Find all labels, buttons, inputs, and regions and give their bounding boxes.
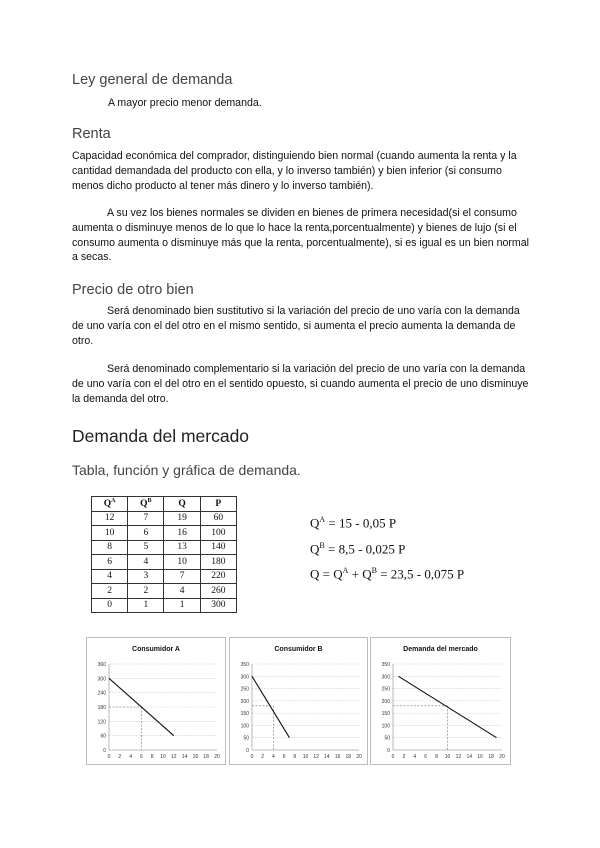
chart-title: Demanda del mercado [403, 646, 478, 653]
precio-paragraph-2: Será denominado complementario si la variación del precio de uno varía con la demanda de uno varía con el del otro en el sentido opuesto, si cuando aumenta el precio de uno disminuye la demanda del otro. [72, 363, 529, 405]
table-cell: 12 [92, 511, 128, 526]
table-cell: 4 [164, 584, 200, 599]
x-tick-label: 20 [214, 754, 220, 760]
table-row [92, 555, 237, 570]
table-header-q: Q [164, 497, 200, 512]
x-tick-label: 4 [272, 754, 275, 760]
y-tick-label: 0 [246, 748, 249, 754]
x-tick-label: 4 [129, 754, 132, 760]
x-tick-label: 20 [356, 754, 362, 760]
equation-qa: $Q^A = 15 - 0,05$ P [310, 515, 397, 531]
y-tick-label: 200 [381, 698, 390, 705]
x-tick-label: 6 [424, 754, 428, 760]
y-tick-label: 300 [381, 674, 390, 681]
demand-table [91, 496, 237, 613]
heading-tabla-funcion: Tabla, función y gráfica de demanda. [72, 462, 301, 478]
table-row [92, 569, 237, 584]
y-tick-label: 150 [240, 711, 249, 718]
x-tick-label: 8 [435, 754, 438, 760]
x-tick-label: 12 [455, 754, 462, 760]
chart-consumidor-a [86, 637, 226, 765]
table-header-row [92, 497, 237, 512]
x-tick-label: 8 [293, 754, 297, 760]
heading-demanda-mercado: Demanda del mercado [72, 426, 250, 446]
table-cell: 100 [200, 526, 236, 541]
table-row [92, 584, 237, 599]
x-tick-label: 20 [499, 754, 505, 760]
chart-title: Consumidor A [132, 646, 180, 653]
heading-ley-general: Ley general de demanda [72, 72, 233, 88]
x-tick-label: 6 [282, 754, 286, 760]
table-cell: 220 [200, 569, 236, 584]
x-tick-label: 16 [192, 754, 199, 760]
series-line [252, 676, 289, 737]
table-row [92, 598, 237, 613]
table-cell: 140 [200, 540, 236, 555]
y-tick-label: 0 [103, 748, 106, 754]
x-tick-label: 10 [302, 754, 309, 760]
table-cell: 10 [164, 555, 200, 570]
x-tick-label: 16 [334, 754, 341, 760]
table-cell: 7 [164, 569, 200, 584]
heading-precio-otro-bien: Precio de otro bien [72, 282, 194, 298]
equation-q-total: $Q = Q^A + Q^B = 23,5 - 0,075$ P [310, 566, 465, 582]
table-cell: 300 [200, 598, 236, 613]
y-tick-label: 100 [240, 723, 249, 730]
table-header-qa: $Q^A$ [92, 497, 128, 512]
table-cell: 7 [128, 511, 164, 526]
x-tick-label: 0 [250, 754, 254, 760]
ley-general-text: A mayor precio menor demanda. [108, 97, 262, 109]
table-row [92, 526, 237, 541]
x-tick-label: 14 [466, 754, 473, 760]
equation-qb: $Q^B = 8,5 - 0,025$ P [310, 541, 406, 557]
chart-demanda-mercado [370, 637, 511, 765]
table-row [92, 540, 237, 555]
x-tick-label: 2 [261, 754, 265, 760]
y-tick-label: 300 [240, 674, 249, 681]
table-cell: 13 [164, 540, 200, 555]
renta-paragraph-2: A su vez los bienes normales se dividen en bienes de primera necesidad(si el consumo aumenta o disminuye menos de lo que lo hace la renta,porcentualmente) y bienes de lujo (si el consumo aumenta o disminuye más que la renta, porcentualmente), si es igual es un bien normal a secas. [72, 207, 529, 264]
table-cell: 5 [128, 540, 164, 555]
table-cell: 8 [92, 540, 128, 555]
renta-paragraph-1: Capacidad económica del comprador, distinguiendo bien normal (cuando aumenta la renta y la cantidad demandada del producto con ella, y lo inverso también) y bien inferior (si consumo menos dicho producto al tener más dinero y lo inverso también). [72, 150, 517, 192]
x-tick-label: 18 [345, 754, 352, 760]
y-tick-label: 150 [381, 711, 390, 718]
y-tick-label: 300 [97, 676, 106, 683]
table-cell: 19 [164, 511, 200, 526]
table-header-p: P [200, 497, 236, 512]
table-cell: 4 [92, 569, 128, 584]
table-cell: 10 [92, 526, 128, 541]
x-tick-label: 10 [444, 754, 451, 760]
chart-title: Consumidor B [274, 646, 323, 653]
table-cell: 60 [200, 511, 236, 526]
y-tick-label: 100 [381, 723, 390, 730]
table-cell: 4 [128, 555, 164, 570]
y-tick-label: 360 [97, 662, 106, 668]
x-tick-label: 18 [488, 754, 494, 760]
x-tick-label: 16 [477, 754, 483, 760]
x-tick-label: 2 [118, 754, 122, 760]
y-tick-label: 200 [240, 698, 249, 705]
x-tick-label: 6 [140, 754, 143, 760]
table-cell: 260 [200, 584, 236, 599]
table-cell: 2 [92, 584, 128, 599]
y-tick-label: 120 [97, 719, 106, 726]
x-tick-label: 10 [160, 754, 166, 760]
table-cell: 180 [200, 555, 236, 570]
y-tick-label: 60 [100, 733, 106, 740]
table-cell: 2 [128, 584, 164, 599]
x-tick-label: 4 [413, 754, 417, 760]
table-cell: 6 [128, 526, 164, 541]
y-tick-label: 50 [243, 735, 249, 742]
x-tick-label: 14 [181, 754, 188, 760]
y-tick-label: 50 [384, 735, 390, 742]
table-cell: 1 [164, 598, 200, 613]
x-tick-label: 18 [203, 754, 209, 760]
table-cell: 3 [128, 569, 164, 584]
x-tick-label: 12 [313, 754, 319, 760]
precio-paragraph-1: Será denominado bien sustitutivo si la variación del precio de uno varía con la demanda de uno varía con el del otro en el mismo sentido, si aumenta el precio aumenta la demanda de otro. [72, 305, 520, 347]
x-tick-label: 12 [171, 754, 177, 760]
chart-consumidor-b [229, 637, 368, 765]
table-row [92, 511, 237, 526]
y-tick-label: 180 [97, 705, 106, 711]
y-tick-label: 350 [240, 662, 249, 668]
x-tick-label: 0 [107, 754, 111, 760]
y-tick-label: 250 [240, 686, 249, 693]
y-tick-label: 0 [387, 748, 390, 754]
x-tick-label: 2 [402, 754, 406, 760]
y-tick-label: 250 [381, 686, 390, 693]
y-tick-label: 350 [381, 662, 390, 668]
x-tick-label: 0 [391, 754, 395, 760]
y-tick-label: 240 [97, 690, 106, 697]
table-cell: 16 [164, 526, 200, 541]
x-tick-label: 8 [150, 754, 154, 760]
table-header-qb: $Q^B$ [128, 497, 164, 512]
table-cell: 0 [92, 598, 128, 613]
table-cell: 1 [128, 598, 164, 613]
heading-renta: Renta [72, 126, 111, 142]
table-cell: 6 [92, 555, 128, 570]
x-tick-label: 14 [324, 754, 330, 760]
